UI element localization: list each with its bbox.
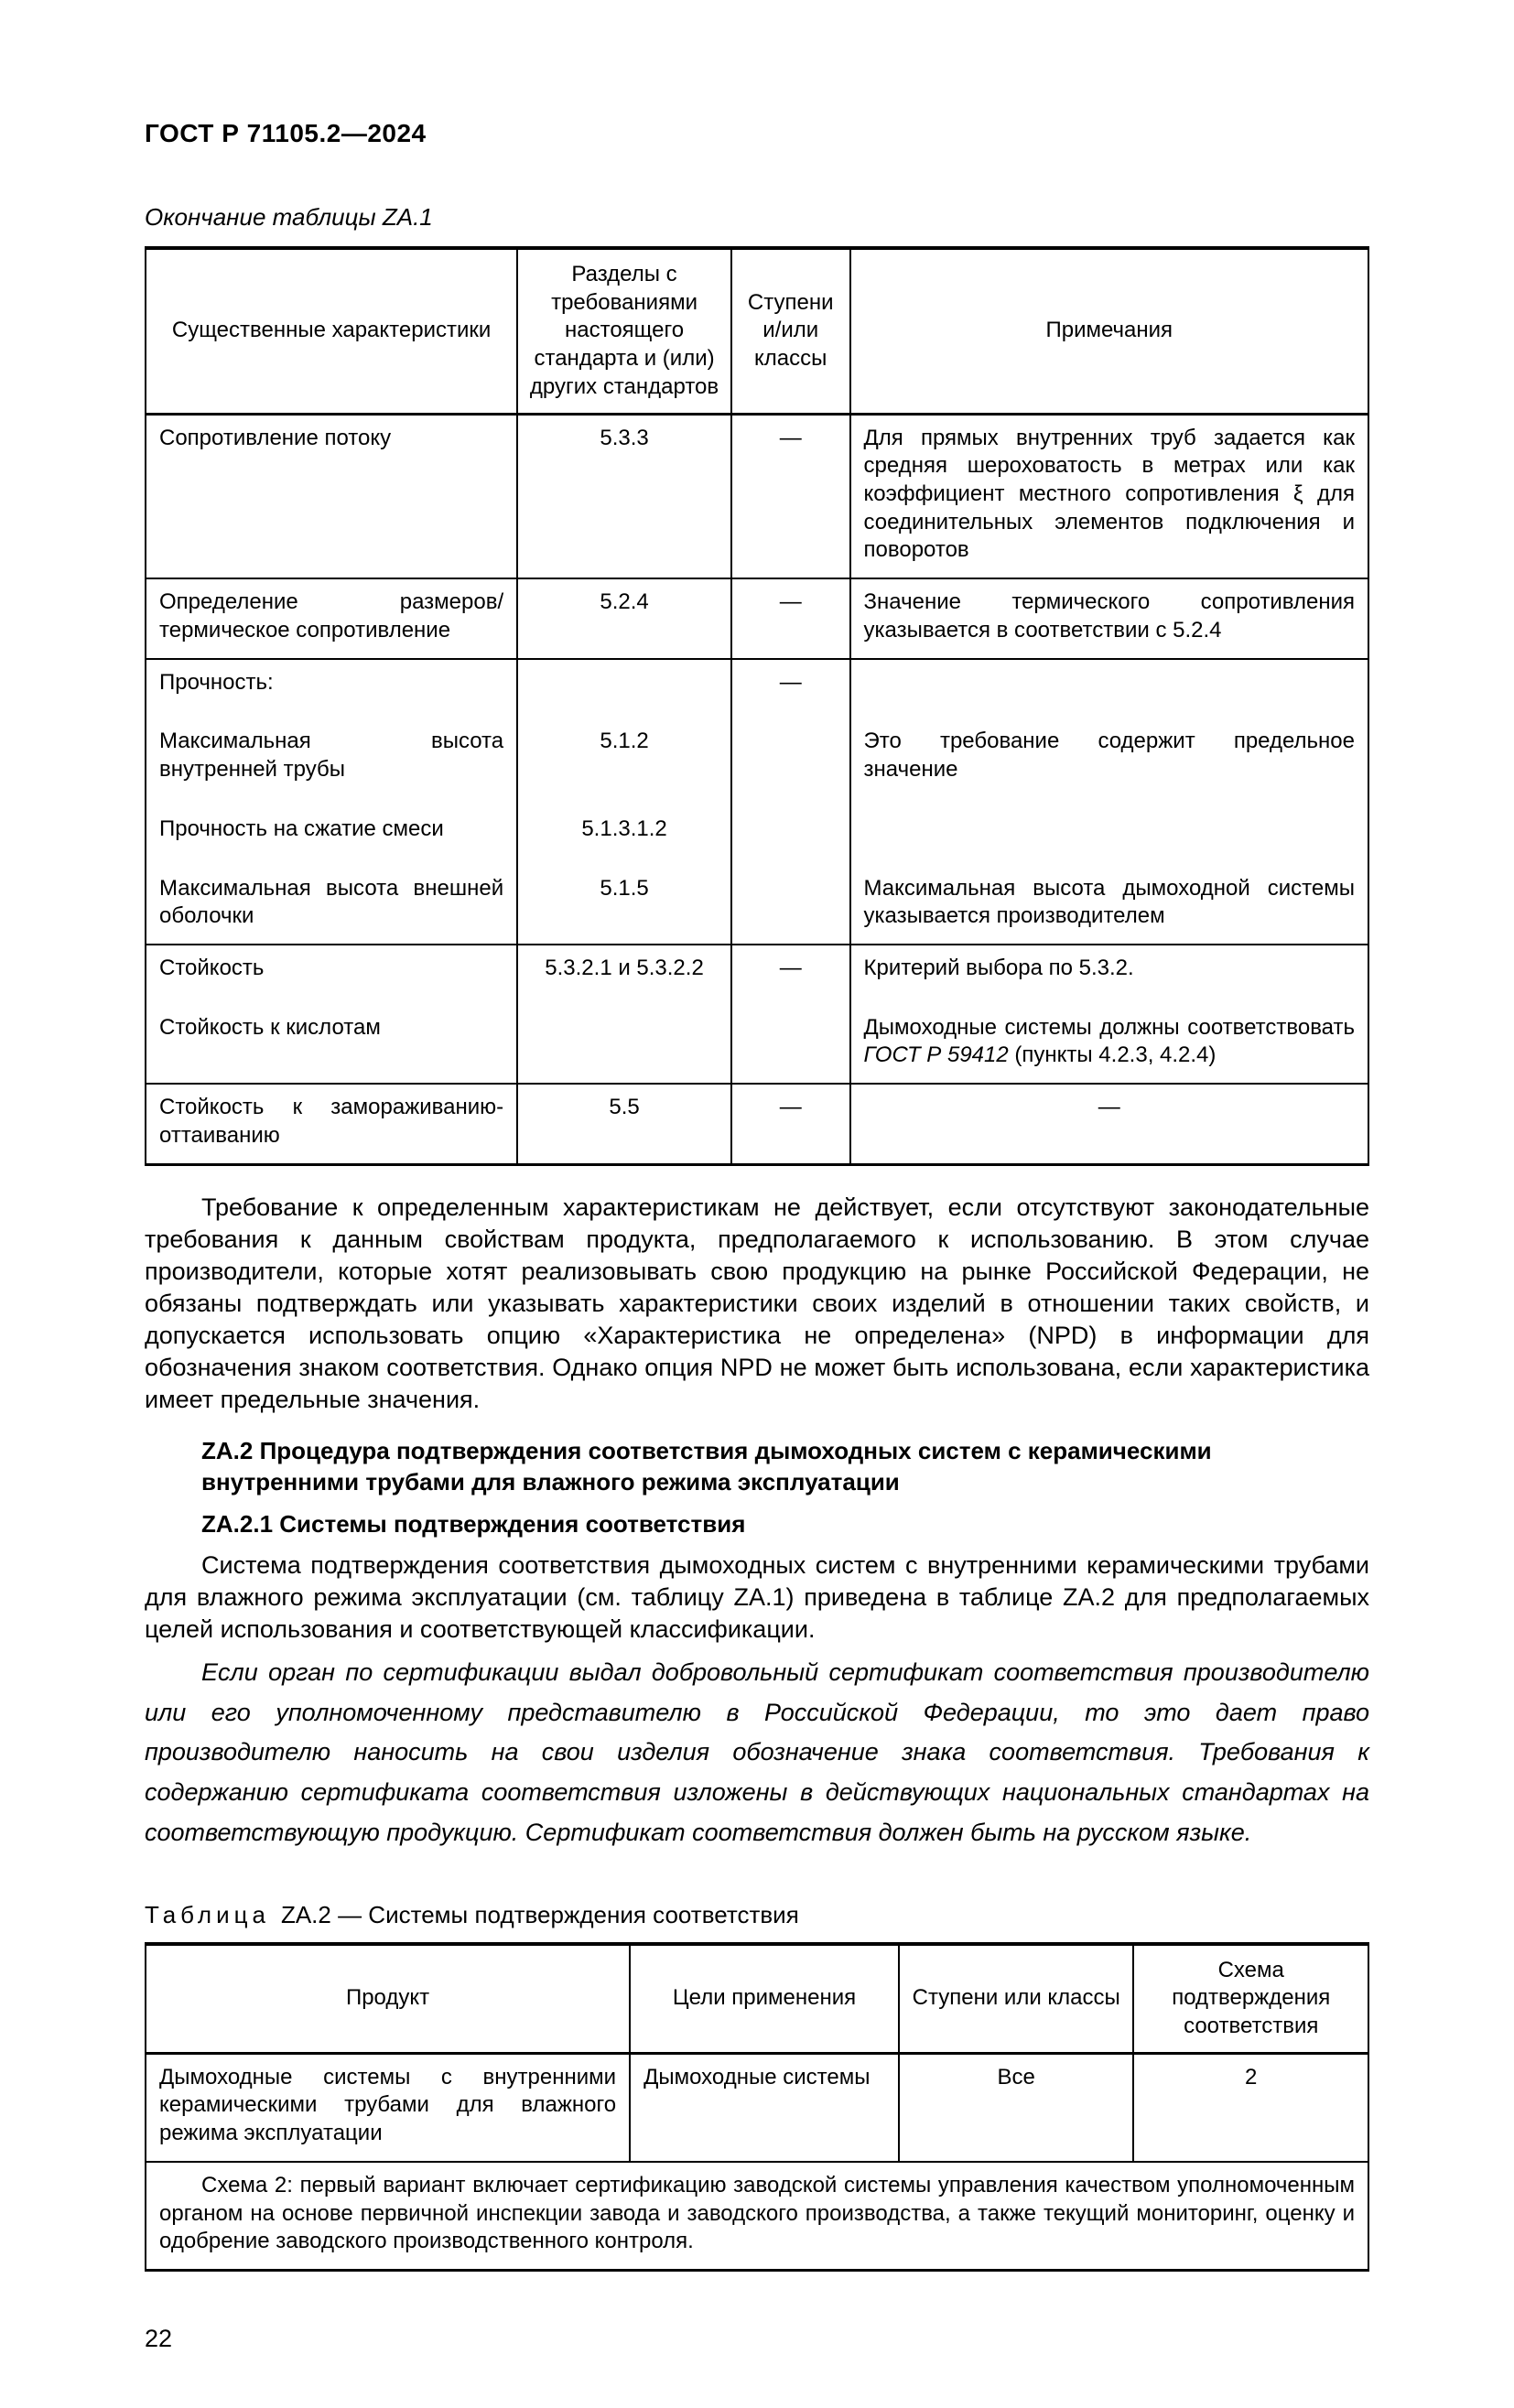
za1-mixture-section: 5.1.3.1.2	[517, 797, 731, 857]
za2-scheme-footnote	[146, 2162, 1368, 2271]
table-za1-continuation-caption: Окончание таблицы ZA.1	[145, 203, 433, 231]
table-row-durability	[146, 945, 1368, 996]
za1-strength-note-empty	[850, 659, 1368, 710]
za1-flow-resistance-note: Для прямых внутренних труб задается как средняя шероховатость в метрах или как коэффициент местного сопротивления ξ для соединительных элементов подключения и поворотов	[850, 414, 1368, 578]
za1-acid-note-before: Дымоходные системы должны соответствовать	[863, 1014, 1355, 1040]
za1-durability-section: 5.3.2.1 и 5.3.2.2	[517, 945, 731, 996]
heading-za21: ZA.2.1 Системы подтверждения соответствия	[201, 1509, 746, 1538]
npd-paragraph: Требование к определенным характеристикам не действует, если отсутствуют законодательные требования к данным свойствам продукта, предполагаемого к использованию. В этом случае производители, которые хотят реализовывать свою продукцию на рынке Российской Федерации, не обязаны подтверждать или указывать характеристики своих изделий в отношении таких свойств, и допускается использовать опцию «Характеристика не определена» (NPD) в информации для обозначения знаком соответствия. Однако опция NPD не может быть использована, если характеристика имеет предельные значения.	[145, 1193, 1369, 1414]
za1-durability-class: —	[731, 945, 850, 996]
za1-inner-pipe-class-empty	[731, 709, 850, 796]
za2-header-scheme: Схема подтверждения соответствия	[1133, 1944, 1368, 2054]
document-header: ГОСТ Р 71105.2—2024	[145, 119, 427, 147]
za1-freeze-thaw-class: —	[731, 1084, 850, 1164]
table-za1	[145, 246, 1369, 1166]
table-za2	[145, 1942, 1369, 2272]
za1-freeze-thaw-note: —	[850, 1084, 1368, 1164]
za1-flow-resistance-class: —	[731, 414, 850, 578]
za1-freeze-thaw-name: Стойкость к замораживанию-оттаиванию	[146, 1084, 517, 1164]
za1-mixture-class-empty	[731, 797, 850, 857]
za1-strength-section-empty	[517, 659, 731, 710]
table-row-strength-title	[146, 659, 1368, 710]
table-za2-header-row	[146, 1944, 1368, 2054]
za1-dimensions-section: 5.2.4	[517, 578, 731, 658]
table-za1-header-row	[146, 248, 1368, 414]
table-row-strength-inner-pipe	[146, 709, 1368, 796]
za1-acid-note-gost-reference: ГОСТ Р 59412	[863, 1042, 1009, 1068]
za2-classes: Все	[899, 2053, 1134, 2162]
za1-outer-shell-section: 5.1.5	[517, 857, 731, 945]
za1-outer-shell-name: Максимальная высота внешней оболочки	[146, 857, 517, 945]
za1-dimensions-class: —	[731, 578, 850, 658]
heading-za2: ZA.2 Процедура подтверждения соответствия дымоходных систем с керамическими внутренними трубами для влажного режима эксплуатации	[201, 1437, 1212, 1496]
za1-flow-resistance-name: Сопротивление потоку	[146, 414, 517, 578]
za1-acid-section-empty	[517, 996, 731, 1084]
za1-header-notes: Примечания	[850, 248, 1368, 414]
za2-scheme-footnote-text: Схема 2: первый вариант включает сертификацию заводской системы управления качеством уполномоченным органом на основе первичной инспекции завода и заводского производства, а также текущий мониторинг, оценку и одобрение заводского производственного контроля.	[159, 2172, 1355, 2254]
certification-note-paragraph: Если орган по сертификации выдал добровольный сертификат соответствия производителю или его уполномоченному представителю в Российской Федерации, то это дает право производителю наносить на свои изделия обозначение знака соответствия. Требования к содержанию сертификата соответствия изложены в действующих национальных стандартах на соответствующую продукцию. Сертификат соответствия должен быть на русском языке.	[145, 1658, 1369, 1846]
table-row-strength-outer-shell	[146, 857, 1368, 945]
za1-inner-pipe-section: 5.1.2	[517, 709, 731, 796]
table-row-flow-resistance	[146, 414, 1368, 578]
za1-acid-note	[850, 996, 1368, 1084]
za1-strength-class: —	[731, 659, 850, 710]
za1-inner-pipe-note: Это требование содержит предельное значение	[863, 729, 1355, 783]
za1-outer-shell-note: Максимальная высота дымоходной системы указывается производителем	[850, 857, 1368, 945]
za1-acid-class-empty	[731, 996, 850, 1084]
table-row-strength-mixture	[146, 797, 1368, 857]
za2-purpose: Дымоходные системы	[630, 2053, 899, 2162]
za1-header-classes: Ступени и/или классы	[731, 248, 850, 414]
za2-header-purpose: Цели применения	[630, 1944, 899, 2054]
za2-scheme: 2	[1133, 2053, 1368, 2162]
table-row-scheme-footnote	[146, 2162, 1368, 2271]
table-row-freeze-thaw	[146, 1084, 1368, 1164]
za1-dimensions-note: Значение термического сопротивления указывается в соответствии с 5.2.4	[850, 578, 1368, 658]
za1-mixture-note-empty	[850, 797, 1368, 857]
za1-durability-name: Стойкость	[146, 945, 517, 996]
table-row-chimney-systems	[146, 2053, 1368, 2162]
za1-durability-note: Критерий выбора по 5.3.2.	[863, 955, 1134, 980]
table-row-acid-resistance	[146, 996, 1368, 1084]
za2-header-product: Продукт	[146, 1944, 630, 2054]
page-number: 22	[145, 2325, 173, 2352]
za1-inner-pipe-name: Максимальная высота внутренней трубы	[146, 709, 517, 796]
system-paragraph: Система подтверждения соответствия дымоходных систем с внутренними керамическими трубами для влажного режима эксплуатации (см. таблицу ZA.1) приведена в таблице ZA.2 для предполагаемых целей использования и соответствующей классификации.	[145, 1550, 1369, 1643]
za1-header-characteristics: Существенные характеристики	[146, 248, 517, 414]
za2-product: Дымоходные системы с внутренними керамическими трубами для влажного режима эксплуатации	[146, 2053, 630, 2162]
za1-dimensions-name: Определение размеров/термическое сопротивление	[146, 578, 517, 658]
table-za2-caption-text: ZA.2 — Системы подтверждения соответствия	[280, 1900, 799, 1928]
za1-strength-title: Прочность:	[146, 659, 517, 710]
za1-outer-shell-class-empty	[731, 857, 850, 945]
za2-header-classes: Ступени или классы	[899, 1944, 1134, 2054]
za1-acid-note-after: (пункты 4.2.3, 4.2.4)	[1008, 1042, 1217, 1068]
za1-flow-resistance-section: 5.3.3	[517, 414, 731, 578]
za1-header-sections: Разделы с требованиями настоящего стандарта и (или) других стандартов	[517, 248, 731, 414]
za1-mixture-name: Прочность на сжатие смеси	[146, 797, 517, 857]
table-row-dimensions-thermal	[146, 578, 1368, 658]
table-za2-caption-label: Таблица	[145, 1900, 270, 1928]
za1-freeze-thaw-section: 5.5	[517, 1084, 731, 1164]
table-za2-caption	[145, 1901, 1369, 1929]
za1-acid-name: Стойкость к кислотам	[146, 996, 517, 1084]
